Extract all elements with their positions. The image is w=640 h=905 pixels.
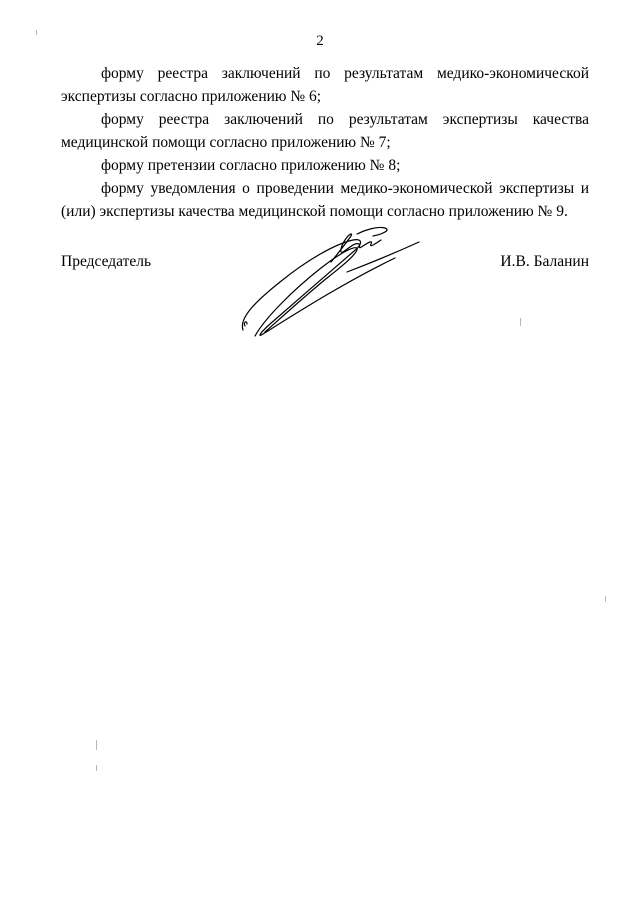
scan-speck (36, 30, 37, 35)
scan-speck (96, 740, 97, 750)
scan-speck (96, 765, 97, 771)
paragraph-3: форму претензии согласно приложению № 8; (101, 157, 401, 174)
document-body (61, 62, 589, 223)
page-number: 2 (316, 33, 324, 49)
paragraph-4: форму уведомления о проведении медико-экономической экспертизы и (или) экспертизы качества медицинской помощи согласно приложению № 9. (61, 180, 589, 220)
scan-speck (520, 318, 521, 326)
handwritten-signature (235, 222, 425, 347)
paragraph-2: форму реестра заключений по результатам экспертизы качества медицинской помощи согласно приложению № 7; (61, 111, 589, 151)
signatory-name: И.В. Баланин (500, 253, 589, 270)
scan-speck (605, 596, 606, 602)
signatory-title: Председатель (61, 253, 152, 270)
paragraph-1: форму реестра заключений по результатам медико-экономической экспертизы согласно приложению № 6; (61, 65, 589, 105)
